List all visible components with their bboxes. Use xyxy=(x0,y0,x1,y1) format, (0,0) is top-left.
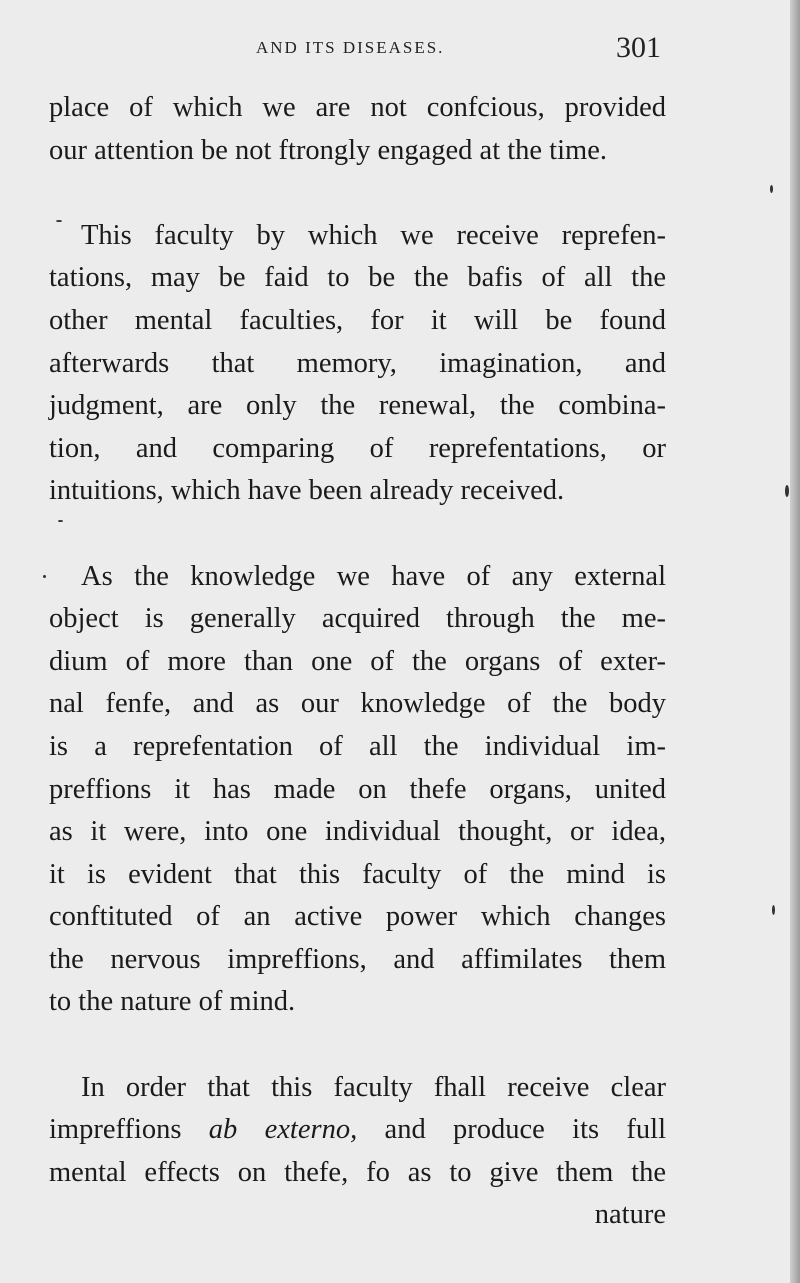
paragraph-2 xyxy=(49,215,666,513)
text-line: preffions it has made on thefe organs, united xyxy=(49,773,666,805)
ink-speck xyxy=(785,485,789,497)
text-line: our attention be not ftrongly engaged at the time. xyxy=(49,134,607,166)
text-line: to the nature of mind. xyxy=(49,986,296,1018)
text-line: conftituted of an active power which changes xyxy=(49,901,666,933)
ink-speck xyxy=(58,520,63,522)
text-segment: and produce its full xyxy=(357,1114,666,1146)
catchword: nature xyxy=(594,1199,666,1231)
ink-speck xyxy=(770,185,773,193)
paragraph-3 xyxy=(49,556,666,1025)
text-line: object is generally acquired through the me- xyxy=(49,603,666,635)
text-line: tations, may be faid to be the bafis of all the xyxy=(49,262,666,294)
text-line: tion, and comparing of reprefentations, or xyxy=(49,432,666,464)
text-line: mental effects on thefe, fo as to give them the xyxy=(49,1156,666,1188)
text-line: the nervous impreffions, and affimilates them xyxy=(49,943,666,975)
text-line: is a reprefentation of all the individual im- xyxy=(49,730,666,762)
page-edge xyxy=(790,0,800,1283)
text-line: afterwards that memory, imagination, and xyxy=(49,347,666,379)
text-line: it is evident that this faculty of the mind is xyxy=(49,858,666,890)
text-line: dium of more than one of the organs of exter- xyxy=(49,645,666,677)
paragraph-4 xyxy=(49,1067,666,1237)
text-line: place of which we are not confcious, provided xyxy=(49,92,666,123)
paragraph-1 xyxy=(49,87,666,172)
text-line: As the knowledge we have of any external xyxy=(81,560,666,592)
text-line: judgment, are only the renewal, the combina- xyxy=(49,390,666,422)
page-number: 301 xyxy=(616,31,661,64)
ink-speck xyxy=(772,905,775,915)
text-line: In order that this faculty fhall receive clear xyxy=(81,1071,666,1103)
ink-speck xyxy=(43,575,46,578)
text-line xyxy=(49,1109,666,1152)
running-head: AND ITS DISEASES. xyxy=(256,38,445,57)
text-line: This faculty by which we receive reprefen- xyxy=(81,219,666,251)
ink-speck xyxy=(56,220,62,222)
text-line: other mental faculties, for it will be found xyxy=(49,304,666,336)
text-line: as it were, into one individual thought, or idea, xyxy=(49,816,666,848)
italic-phrase: ab externo, xyxy=(208,1114,358,1146)
text-segment: impreffions xyxy=(49,1114,209,1146)
text-line: intuitions, which have been already received. xyxy=(49,475,565,507)
text-line: nal fenfe, and as our knowledge of the body xyxy=(49,688,666,720)
body-text xyxy=(49,87,666,1237)
